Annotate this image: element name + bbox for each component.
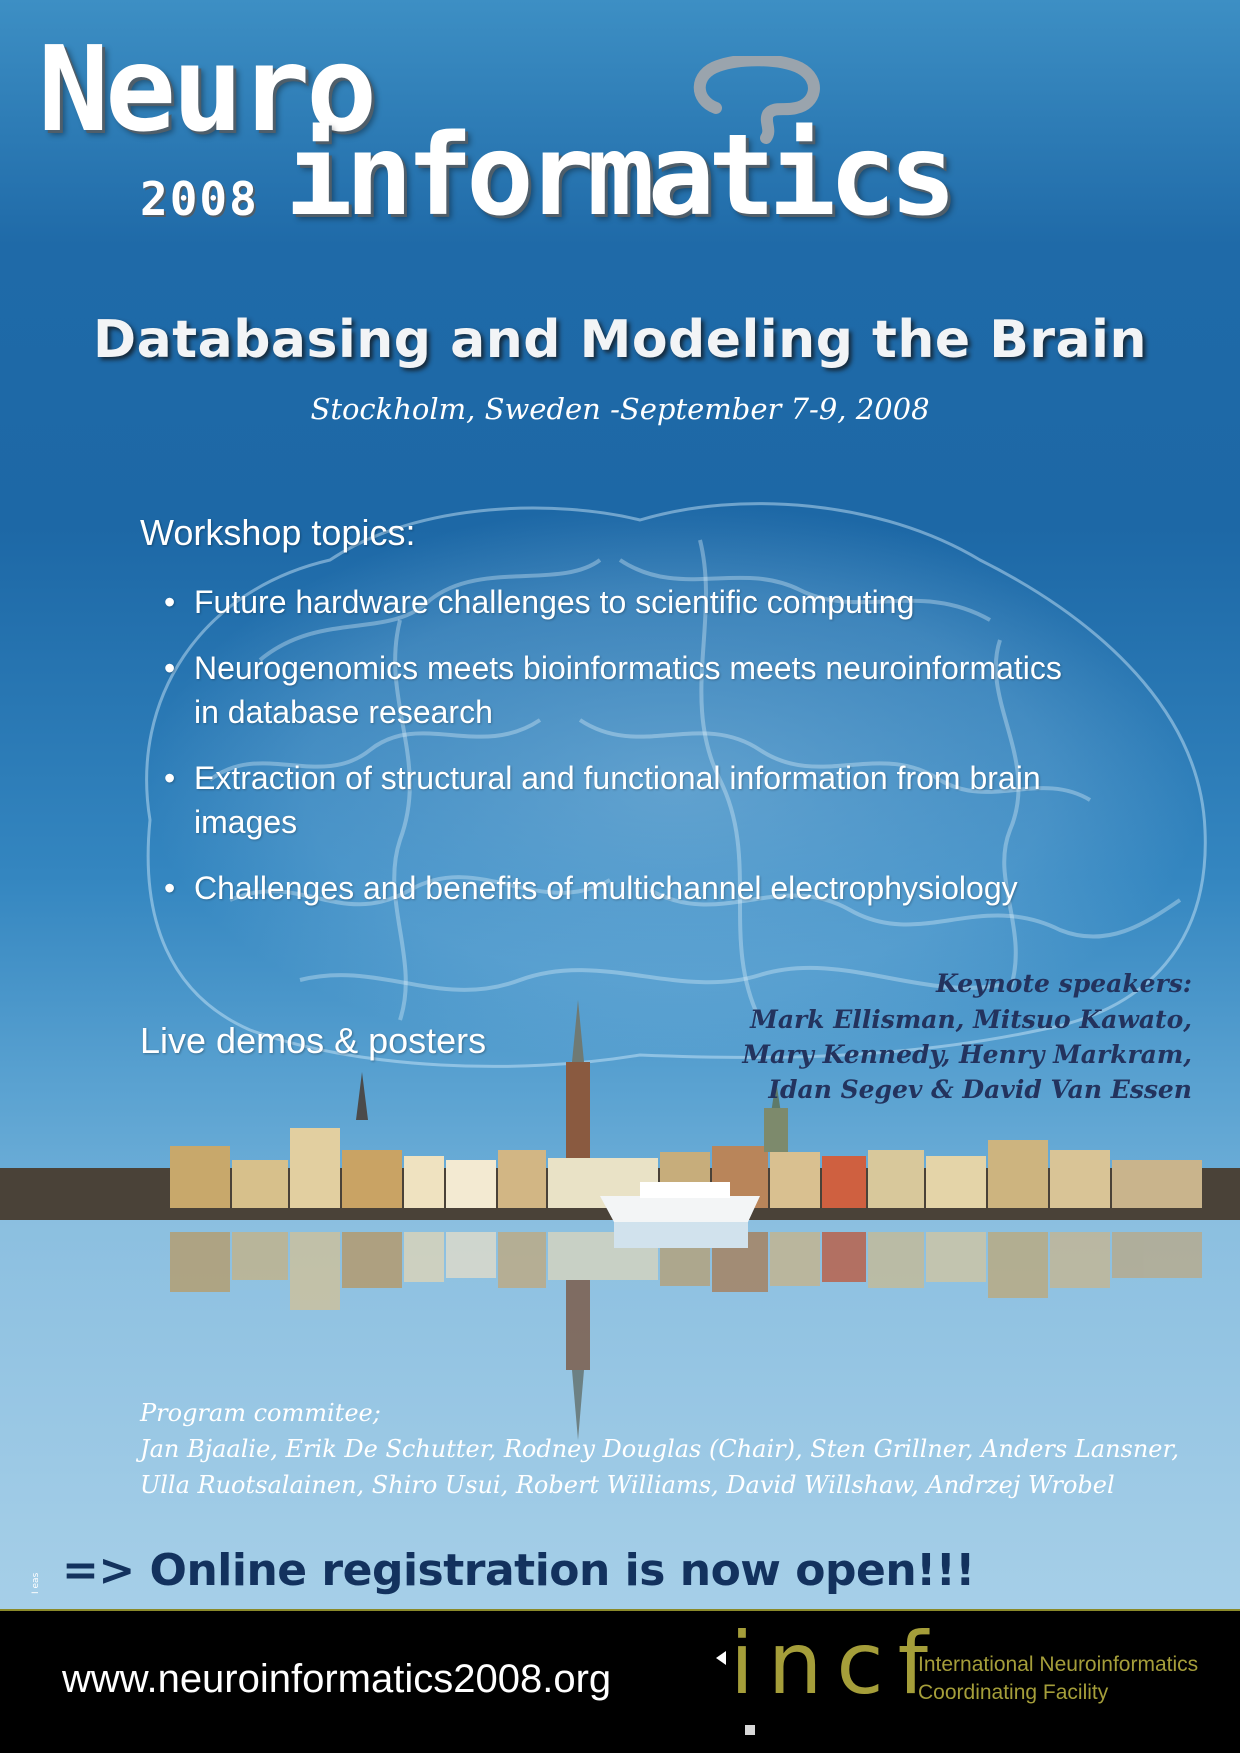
committee-line: Jan Bjaalie, Erik De Schutter, Rodney Douglas (Chair), Sten Grillner, Anders Lansner, <box>140 1435 1179 1463</box>
keynote-line: Mark Ellisman, Mitsuo Kawato, <box>750 1005 1192 1034</box>
keynote-line: Idan Segev & David Van Essen <box>768 1075 1192 1104</box>
website-link[interactable]: www.neuroinformatics2008.org <box>62 1657 612 1701</box>
topic-item <box>164 866 1064 910</box>
incf-logo: incf <box>730 1614 942 1714</box>
bullet-icon: • <box>164 760 176 796</box>
bullet-icon: • <box>164 650 176 686</box>
logo-year: 2008 <box>140 172 259 226</box>
committee-line: Ulla Ruotsalainen, Shiro Usui, Robert Williams, David Willshaw, Andrzej Wrobel <box>140 1471 1115 1499</box>
logo-informatics-text: informatics <box>285 111 950 241</box>
topic-text: Extraction of structural and functional information from brain images <box>194 760 1041 840</box>
incf-square-icon <box>745 1725 755 1735</box>
workshop-topics-list <box>164 580 1064 932</box>
topic-item <box>164 646 1064 734</box>
incf-name-line: International Neuroinformatics <box>918 1653 1199 1676</box>
topic-item <box>164 580 1064 624</box>
incf-arrow-icon <box>716 1651 726 1665</box>
keynote-heading: Keynote speakers: <box>936 969 1192 998</box>
topic-item <box>164 756 1064 844</box>
footer-bar <box>0 1609 1240 1753</box>
workshop-topics-heading: Workshop topics: <box>140 512 416 553</box>
topic-text: Neurogenomics meets bioinformatics meets neuroinformatics in database research <box>194 650 1062 730</box>
incf-name-line: Coordinating Facility <box>918 1681 1109 1704</box>
poster-headline: Databasing and Modeling the Brain <box>93 310 1147 370</box>
committee-heading: Program commitee; <box>140 1399 381 1427</box>
incf-org-name <box>918 1651 1198 1707</box>
program-committee <box>140 1395 1179 1503</box>
topic-text: Future hardware challenges to scientific computing <box>194 584 915 620</box>
registration-banner[interactable]: => Online registration is now open!!! <box>62 1545 975 1596</box>
event-dateline: Stockholm, Sweden -September 7-9, 2008 <box>310 392 930 426</box>
logo-neuro-text: Neuro <box>38 20 374 158</box>
live-demos-text: Live demos & posters <box>140 1020 487 1061</box>
topic-text: Challenges and benefits of multichannel electrophysiology <box>194 870 1018 906</box>
bullet-icon: • <box>164 584 176 620</box>
keynote-line: Mary Kennedy, Henry Markram, <box>742 1040 1192 1069</box>
side-tag: I eas <box>31 1572 41 1594</box>
keynote-speakers <box>742 966 1192 1107</box>
bullet-icon: • <box>164 870 176 906</box>
